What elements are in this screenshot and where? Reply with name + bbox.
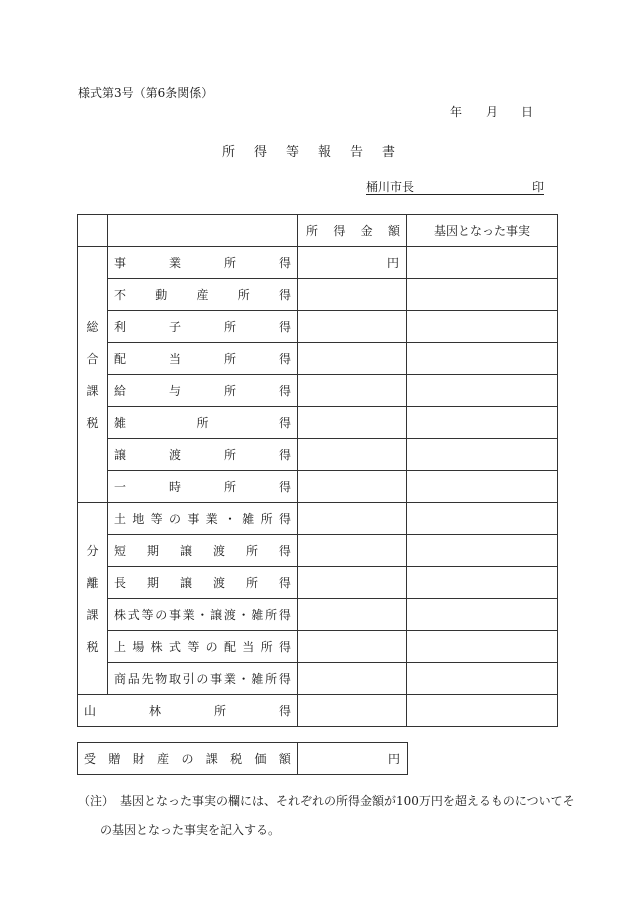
label-char: ・ (196, 608, 209, 622)
table-row (78, 311, 558, 343)
label-char: 所 (306, 224, 319, 238)
label-char: の (181, 752, 194, 766)
reason-field[interactable] (407, 503, 558, 535)
gift-assessment-table (77, 742, 408, 775)
reason-field[interactable] (407, 439, 558, 471)
income-amount-field[interactable]: 円 (298, 247, 407, 279)
label-char: 得 (278, 352, 291, 366)
income-type-cell (108, 631, 298, 663)
table-row (78, 503, 558, 535)
income-type-cell (108, 471, 298, 503)
title-char: 書 (382, 145, 396, 160)
label-char: 産 (196, 288, 209, 302)
table-header-row (78, 215, 558, 247)
category-char: 分 (86, 543, 99, 558)
label-char: 得 (278, 288, 291, 302)
label-char: 式 (127, 608, 140, 622)
label-char: の (205, 640, 218, 654)
table-row (78, 343, 558, 375)
label-char: 得 (278, 448, 291, 462)
label-char: ・ (237, 608, 250, 622)
table-row (78, 567, 558, 599)
table-row (78, 439, 558, 471)
category-char: 課 (86, 607, 99, 622)
label-char: 等 (187, 640, 200, 654)
label-char: 土 (114, 512, 127, 526)
label-char: 得 (333, 224, 346, 238)
label-char: 所 (260, 640, 273, 654)
income-type-cell (108, 247, 298, 279)
label-char: ・ (237, 672, 250, 686)
label-char: 業 (168, 256, 181, 270)
label-char: 所 (196, 416, 209, 430)
income-amount-field[interactable] (298, 375, 407, 407)
label-char: 得 (278, 384, 291, 398)
income-amount-field[interactable] (298, 439, 407, 471)
label-char: 受 (84, 752, 97, 766)
income-type-cell (108, 599, 298, 631)
label-char: 業 (205, 512, 218, 526)
income-type-cell (108, 535, 298, 567)
label-char: 所 (237, 288, 250, 302)
category-char: 課 (86, 383, 99, 398)
income-amount-field[interactable] (298, 535, 407, 567)
label-char: 所 (265, 608, 278, 622)
label-char: 産 (157, 752, 170, 766)
table-row (78, 535, 558, 567)
label-char: 配 (223, 640, 236, 654)
category-char: 税 (86, 415, 99, 430)
reason-field[interactable] (407, 247, 558, 279)
forestry-row (78, 695, 558, 727)
label-char: 所 (223, 256, 236, 270)
reason-field[interactable] (407, 695, 558, 727)
note-line-1: （注） 基因となった事実の欄には、それぞれの所得金額が100万円を超えるものについてそ (78, 794, 575, 808)
label-char: 取 (168, 672, 181, 686)
label-char: 商 (114, 672, 127, 686)
label-char: 品 (127, 672, 140, 686)
table-row (78, 279, 558, 311)
income-type-cell (108, 439, 298, 471)
label-char: 事 (187, 512, 200, 526)
label-char: 渡 (212, 544, 225, 558)
date-month: 月 (486, 105, 499, 119)
label-char: 渡 (212, 576, 225, 590)
label-char: 雑 (251, 672, 264, 686)
label-char: 得 (278, 320, 291, 334)
label-char: 不 (114, 288, 127, 302)
reason-field[interactable] (407, 279, 558, 311)
seal-mark: 印 (531, 180, 544, 194)
table-row (78, 407, 558, 439)
income-amount-field[interactable] (298, 407, 407, 439)
label-char: 引 (182, 672, 195, 686)
label-char: 所 (223, 384, 236, 398)
category-char: 離 (86, 575, 99, 590)
income-type-cell (108, 311, 298, 343)
label-char: 地 (132, 512, 145, 526)
date-day: 日 (521, 105, 534, 119)
label-char: 額 (387, 224, 400, 238)
label-char: 所 (223, 448, 236, 462)
forestry-label-cell (78, 695, 298, 727)
label-char: 譲 (179, 544, 192, 558)
label-char: 等 (150, 512, 163, 526)
label-char: 等 (141, 608, 154, 622)
label-char: 事 (114, 256, 127, 270)
label-char: 雑 (242, 512, 255, 526)
header-blank-cell (78, 215, 108, 247)
income-amount-field[interactable] (298, 663, 407, 695)
title-char: 告 (350, 145, 364, 160)
forestry-amount-field[interactable] (298, 695, 407, 727)
label-char: 得 (278, 544, 291, 558)
label-char: 得 (278, 256, 291, 270)
label-char: 所 (260, 512, 273, 526)
reason-field[interactable] (407, 471, 558, 503)
income-amount-field[interactable] (298, 311, 407, 343)
label-char: 与 (168, 384, 181, 398)
label-char: 得 (278, 704, 291, 718)
note-line-2: の基因となった事実を記入する。 (100, 823, 281, 837)
label-char: 子 (168, 320, 181, 334)
category-char: 税 (86, 639, 99, 654)
label-char: 得 (278, 512, 291, 526)
label-char: 配 (114, 352, 127, 366)
table-row (78, 471, 558, 503)
label-char: 一 (114, 480, 127, 494)
label-char: 山 (84, 704, 97, 718)
title-char: 等 (286, 145, 300, 160)
income-type-cell (108, 407, 298, 439)
income-type-cell (108, 375, 298, 407)
label-char: 所 (223, 320, 236, 334)
label-char: 長 (114, 576, 127, 590)
label-char: 事 (210, 672, 223, 686)
label-char: 得 (278, 480, 291, 494)
label-char: 課 (205, 752, 218, 766)
title-char: 報 (318, 145, 332, 160)
label-char: 短 (114, 544, 127, 558)
form-number: 様式第3号（第6条関係） (78, 86, 214, 100)
label-char: 事 (168, 608, 181, 622)
label-char: 財 (132, 752, 145, 766)
label-char: 得 (278, 672, 291, 686)
reason-field[interactable] (407, 663, 558, 695)
label-char: 期 (146, 544, 159, 558)
label-char: の (155, 608, 168, 622)
income-type-cell (108, 343, 298, 375)
label-char: 税 (230, 752, 243, 766)
label-char: 物 (155, 672, 168, 686)
income-type-cell (108, 567, 298, 599)
gift-label-cell (78, 743, 298, 775)
label-char: 贈 (108, 752, 121, 766)
addressee-line (366, 178, 544, 195)
header-amount-cell (298, 215, 407, 247)
document-title (222, 141, 414, 160)
title-char: 所 (222, 145, 236, 160)
label-char: 所 (213, 704, 226, 718)
income-amount-field[interactable] (298, 599, 407, 631)
income-type-cell (108, 503, 298, 535)
label-char: 所 (245, 544, 258, 558)
label-char: 先 (141, 672, 154, 686)
label-char: の (196, 672, 209, 686)
reason-field[interactable] (407, 567, 558, 599)
reason-field[interactable] (407, 535, 558, 567)
label-char: 渡 (223, 608, 236, 622)
income-amount-field[interactable] (298, 631, 407, 663)
reason-field[interactable] (407, 311, 558, 343)
label-char: 渡 (168, 448, 181, 462)
table-row (78, 599, 558, 631)
label-char: 式 (168, 640, 181, 654)
category-char: 合 (86, 351, 99, 366)
table-row (78, 663, 558, 695)
label-char: 業 (182, 608, 195, 622)
label-char: 雑 (251, 608, 264, 622)
label-char: 林 (148, 704, 161, 718)
label-char: 雑 (114, 416, 127, 430)
label-char: 業 (223, 672, 236, 686)
label-char: 得 (278, 416, 291, 430)
label-char: 譲 (210, 608, 223, 622)
label-char: 当 (168, 352, 181, 366)
label-char: 価 (254, 752, 267, 766)
gift-amount-field[interactable]: 円 (298, 743, 408, 775)
label-char: 株 (150, 640, 163, 654)
reason-field[interactable] (407, 631, 558, 663)
label-char: 額 (278, 752, 291, 766)
income-report-table (77, 214, 558, 727)
income-amount-field[interactable] (298, 343, 407, 375)
label-char: 時 (168, 480, 181, 494)
label-char: ・ (223, 512, 236, 526)
date-year: 年 (450, 105, 463, 119)
label-char: 所 (223, 480, 236, 494)
reason-field[interactable] (407, 407, 558, 439)
label-char: 得 (278, 576, 291, 590)
label-char: 得 (278, 640, 291, 654)
reason-field[interactable] (407, 375, 558, 407)
income-type-cell (108, 279, 298, 311)
income-amount-field[interactable] (298, 567, 407, 599)
label-char: の (168, 512, 181, 526)
label-char: 所 (265, 672, 278, 686)
title-char: 得 (254, 145, 268, 160)
table-row (78, 631, 558, 663)
label-char: 譲 (179, 576, 192, 590)
addressee-name: 桶川市長 (366, 180, 415, 194)
label-char: 当 (242, 640, 255, 654)
label-char: 所 (223, 352, 236, 366)
income-amount-field[interactable] (298, 471, 407, 503)
income-amount-field[interactable] (298, 279, 407, 311)
table-row (78, 375, 558, 407)
reason-field[interactable] (407, 599, 558, 631)
gift-row (78, 743, 408, 775)
label-char: 動 (155, 288, 168, 302)
category-char: 総 (86, 319, 99, 334)
label-char: 給 (114, 384, 127, 398)
reason-field[interactable] (407, 343, 558, 375)
income-type-cell (108, 663, 298, 695)
header-reason-cell: 基因となった事実 (407, 215, 558, 247)
table-row (78, 247, 558, 279)
category-cell (78, 503, 108, 695)
label-char: 金 (360, 224, 373, 238)
label-char: 利 (114, 320, 127, 334)
label-char: 所 (245, 576, 258, 590)
header-label-cell (108, 215, 298, 247)
category-cell (78, 247, 108, 503)
label-char: 譲 (114, 448, 127, 462)
label-char: 上 (114, 640, 127, 654)
label-char: 得 (278, 608, 291, 622)
label-char: 期 (146, 576, 159, 590)
label-char: 場 (132, 640, 145, 654)
income-amount-field[interactable] (298, 503, 407, 535)
label-char: 株 (114, 608, 127, 622)
